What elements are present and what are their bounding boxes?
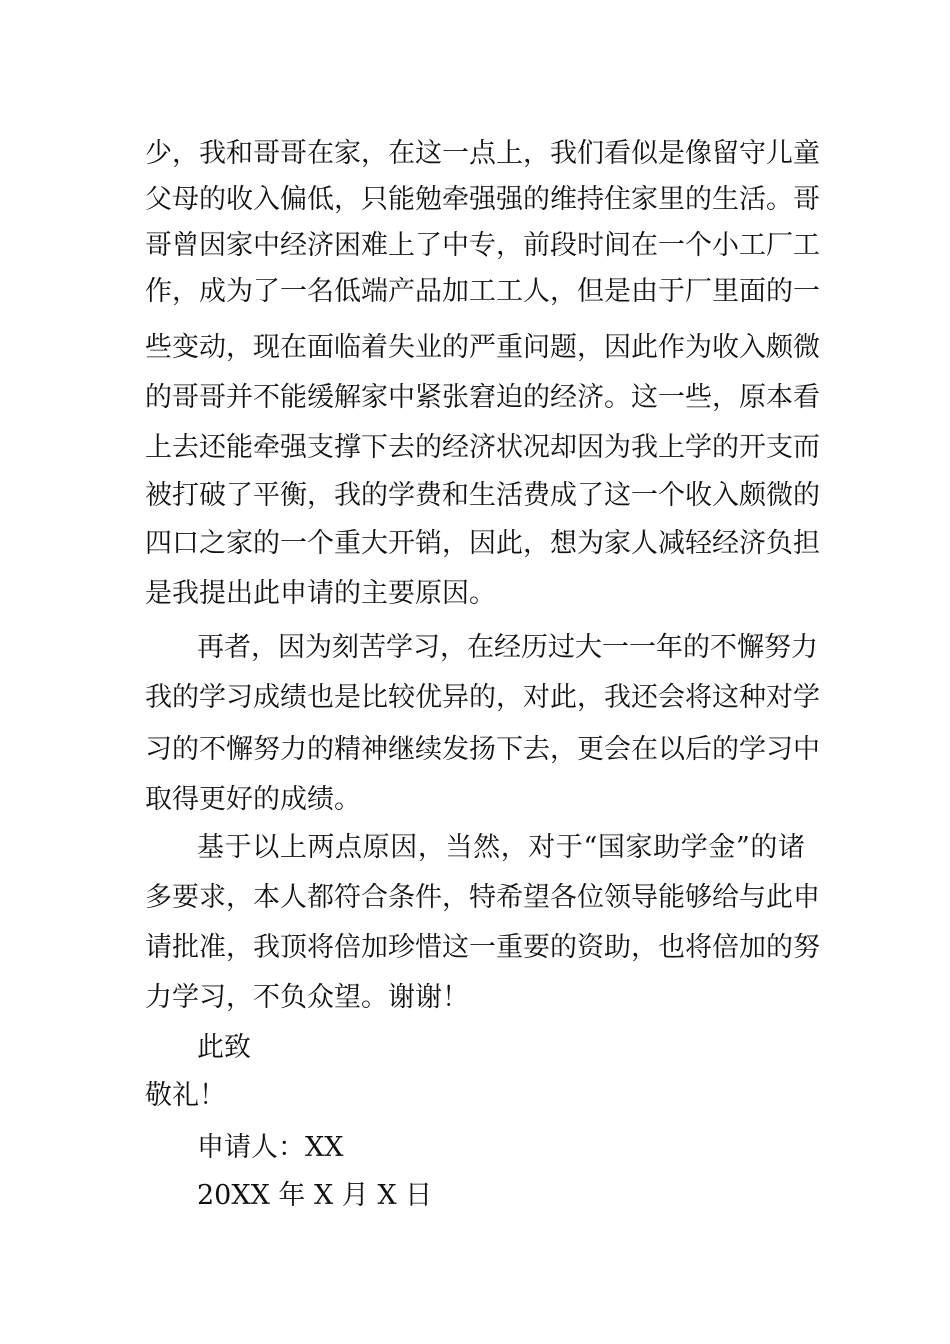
paragraph1-line-7: 上去还能牵强支撑下去的经济状况却因为我上学的开支而 [145, 432, 820, 463]
paragraph1-line-9: 四口之家的一个重大开销，因此，想为家人减轻经济负担 [145, 528, 820, 559]
paragraph1-line-8: 被打破了平衡，我的学费和生活费成了这一个收入颇微的 [145, 480, 820, 511]
applicant-signature: 申请人：XX [197, 1132, 344, 1163]
paragraph2-line-4: 取得更好的成绩。 [145, 784, 361, 815]
paragraph1-line-6: 的哥哥并不能缓解家中紧张窘迫的经济。这一些，原本看 [145, 382, 820, 413]
paragraph1-line-10: 是我提出此申请的主要原因。 [145, 578, 496, 609]
paragraph2-line-1: 再者，因为刻苦学习，在经历过大一一年的不懈努力 [197, 632, 818, 663]
salute-text: 敬礼！ [145, 1080, 226, 1111]
closing-text: 此致 [197, 1032, 251, 1063]
paragraph1-line-5: 些变动，现在面临着失业的严重问题，因此作为收入颇微 [145, 332, 820, 363]
paragraph1-line-1: 少，我和哥哥在家，在这一点上，我们看似是像留守儿童 [145, 138, 820, 169]
paragraph1-line-3: 哥曾因家中经济困难上了中专，前段时间在一个小工厂工 [145, 230, 820, 261]
paragraph2-line-3: 习的不懈努力的精神继续发扬下去，更会在以后的学习中 [145, 734, 820, 765]
paragraph3-line-2: 多要求，本人都符合条件，特希望各位领导能够给与此申 [145, 882, 820, 913]
paragraph1-line-4: 作，成为了一名低端产品加工工人，但是由于厂里面的一 [145, 276, 820, 307]
paragraph3-line-4: 力学习，不负众望。谢谢！ [145, 982, 469, 1013]
application-date: 20XX 年 X 月 X 日 [197, 1180, 433, 1211]
paragraph2-line-2: 我的学习成绩也是比较优异的，对此，我还会将这种对学 [145, 682, 820, 713]
paragraph3-line-3: 请批准，我顶将倍加珍惜这一重要的资助，也将倍加的努 [145, 932, 820, 963]
paragraph1-line-2: 父母的收入偏低，只能勉牵强强的维持住家里的生活。哥 [145, 184, 820, 215]
paragraph3-line-1: 基于以上两点原因，当然，对于“国家助学金”的诸 [197, 832, 805, 863]
